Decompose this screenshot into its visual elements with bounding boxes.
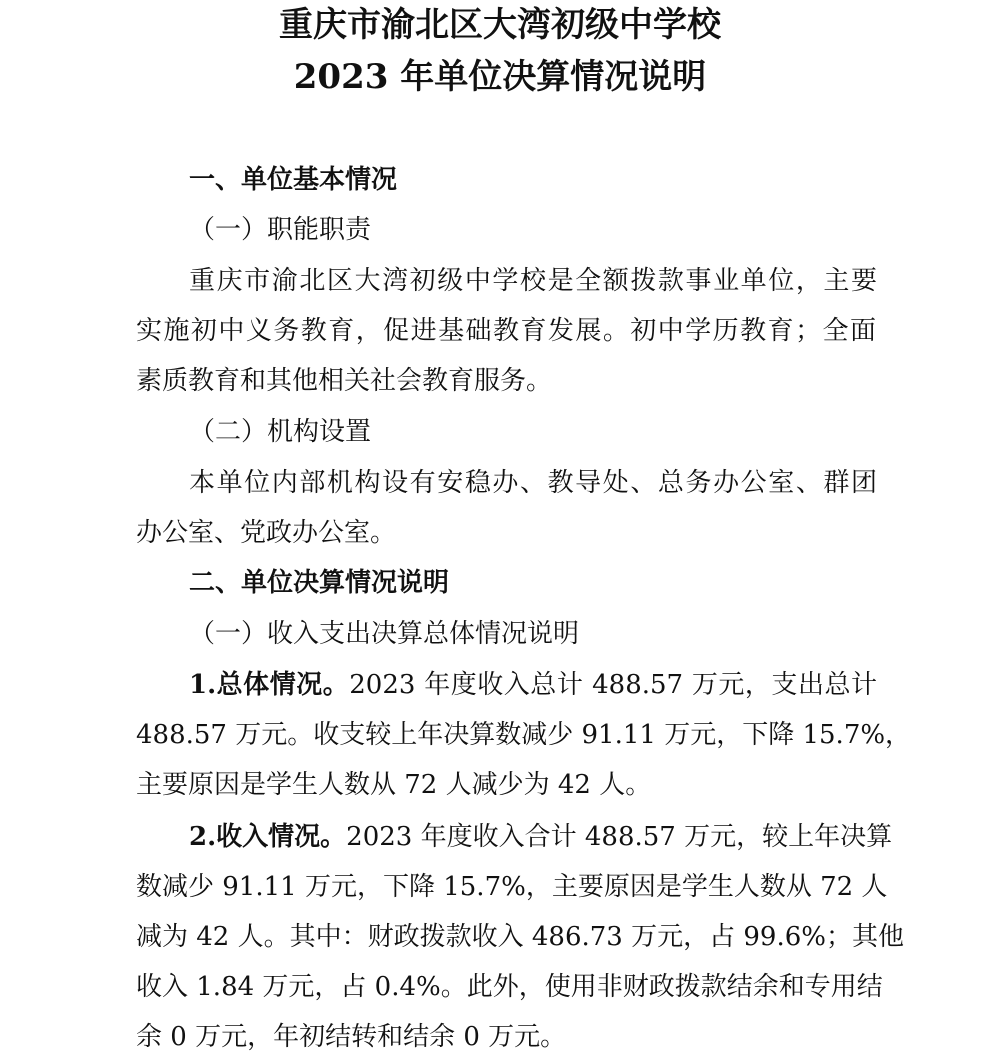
paragraph-line: 减为 42 人。其中：财政拨款收入 486.73 万元，占 99.6%；其他 [136,922,904,952]
document-title-line-2: 2023 年单位决算情况说明 [293,57,707,97]
paragraph-line: 办公室、党政办公室。 [136,518,397,548]
paragraph-lead: 1.总体情况。 [189,670,350,700]
paragraph-line: 数减少 91.11 万元，下降 15.7%，主要原因是学生人数从 72 人 [136,872,888,902]
section-2-heading: 二、单位决算情况说明 [189,568,450,598]
section-1-heading: 一、单位基本情况 [189,165,398,195]
section-2-sub-1-heading: （一）收入支出决算总体情况说明 [189,619,580,649]
paragraph-line [189,660,877,710]
paragraph-line: 本单位内部机构设有安稳办、教导处、总务办公室、群团 [189,468,877,498]
paragraph-lead: 2.收入情况。 [189,822,347,852]
section-1-sub-1-heading: （一）职能职责 [189,215,372,245]
paragraph-line: 主要原因是学生人数从 72 人减少为 42 人。 [136,770,652,800]
paragraph-line: 488.57 万元。收支较上年决算数减少 91.11 万元，下降 15.7%， [136,720,912,750]
paragraph-text: 2023 年度收入总计 488.57 万元，支出总计 [349,670,877,700]
section-1-sub-2-heading: （二）机构设置 [189,417,372,447]
paragraph-line: 素质教育和其他相关社会教育服务。 [136,366,553,396]
paragraph-line: 余 0 万元，年初结转和结余 0 万元。 [136,1022,567,1052]
paragraph-text: 2023 年度收入合计 488.57 万元，较上年决算 [346,822,893,852]
paragraph-line [189,812,893,862]
document-title-line-1: 重庆市渝北区大湾初级中学校 [279,5,721,45]
paragraph-line: 收入 1.84 万元，占 0.4%。此外，使用非财政拨款结余和专用结 [136,972,883,1002]
paragraph-line: 重庆市渝北区大湾初级中学校是全额拨款事业单位，主要 [189,266,877,296]
paragraph-line: 实施初中义务教育，促进基础教育发展。初中学历教育；全面 [136,316,876,346]
